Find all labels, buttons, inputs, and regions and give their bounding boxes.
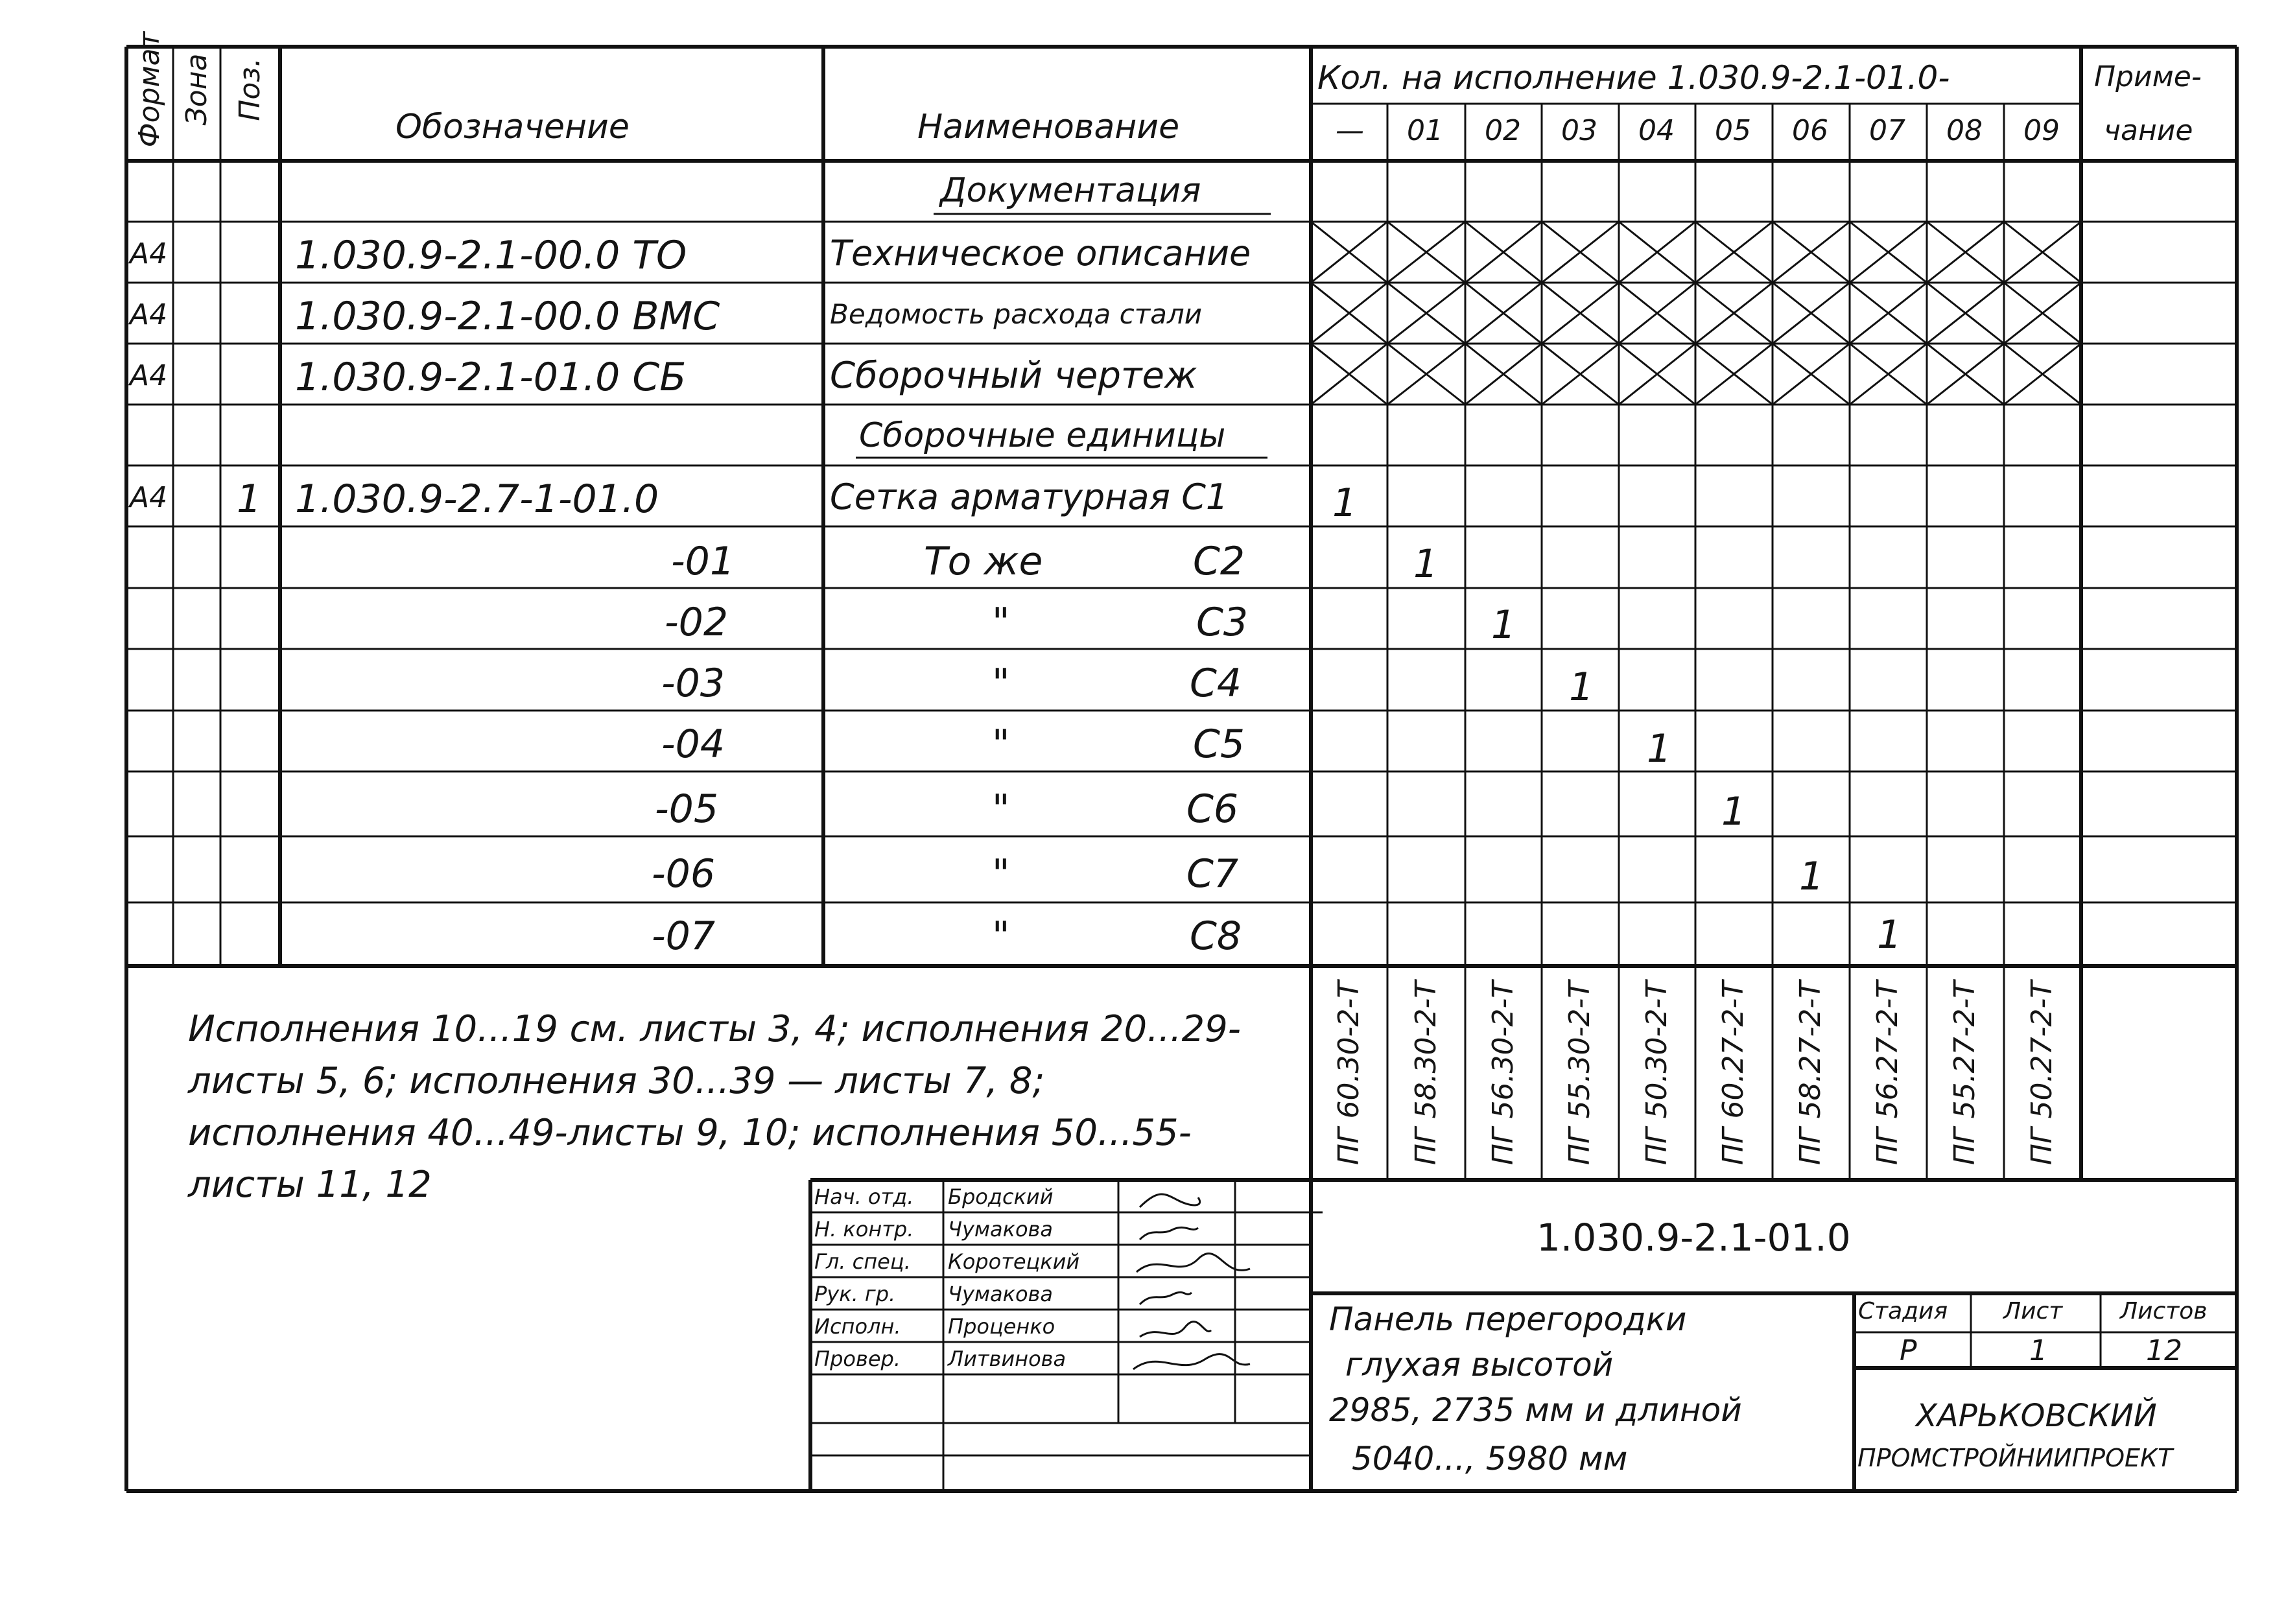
panel-mark: ПГ 58.30-2-Т <box>1409 980 1443 1166</box>
row-format: А4 <box>130 237 168 270</box>
header-note-1: Приме- <box>2094 60 2202 93</box>
row-designation: -03 <box>661 661 725 706</box>
header-format: Формат <box>133 31 166 148</box>
stage-value: Р <box>1900 1334 1917 1367</box>
qty-col-0: — <box>1336 114 1364 147</box>
row-mark: С4 <box>1190 661 1242 706</box>
row-name: " <box>992 661 1010 706</box>
sig-name: Литвинова <box>948 1347 1066 1371</box>
title-line: Панель перегородки <box>1329 1300 1687 1338</box>
row-mark: С6 <box>1186 786 1239 832</box>
panel-mark: ПГ 50.30-2-Т <box>1640 980 1673 1166</box>
row-mark: С8 <box>1190 913 1242 959</box>
row-pos: 1 <box>237 477 262 522</box>
qty-col-9: 09 <box>2023 114 2060 147</box>
row-designation: -01 <box>671 539 735 584</box>
row-designation: -07 <box>652 913 715 959</box>
row-mark: С2 <box>1193 539 1245 584</box>
row-format: А4 <box>130 359 168 392</box>
note-line: листы 5, 6; исполнения 30...39 — листы 7, 8; <box>188 1060 1045 1102</box>
row-format: А4 <box>130 298 168 331</box>
row-name: Ведомость расхода стали <box>830 298 1203 330</box>
panel-mark: ПГ 58.27-2-Т <box>1794 980 1827 1166</box>
note-line: исполнения 40...49-листы 9, 10; исполнения 50...55- <box>188 1112 1192 1154</box>
row-format: А4 <box>130 481 168 514</box>
row-mark: С5 <box>1193 722 1245 767</box>
row-name: " <box>992 600 1010 645</box>
panel-mark: ПГ 50.27-2-Т <box>2025 980 2058 1166</box>
sheets-label: Листов <box>2120 1298 2208 1324</box>
title-line: 2985, 2735 мм и длиной <box>1329 1391 1742 1429</box>
sheet-value: 1 <box>2029 1334 2047 1367</box>
sig-role: Н. контр. <box>814 1217 914 1242</box>
sig-role: Рук. гр. <box>814 1282 896 1306</box>
qty-cell: 1 <box>1491 602 1516 648</box>
sheet-label: Лист <box>2003 1298 2063 1324</box>
row-designation: -02 <box>665 600 728 645</box>
row-mark: С3 <box>1196 600 1249 645</box>
section-title: Документация <box>940 171 1201 210</box>
qty-col-8: 08 <box>1946 114 1983 147</box>
row-name: " <box>992 913 1010 959</box>
qty-col-3: 03 <box>1561 114 1597 147</box>
row-name: Сетка арматурная С1 <box>830 477 1229 517</box>
panel-mark: ПГ 56.30-2-Т <box>1487 980 1520 1166</box>
qty-col-5: 05 <box>1715 114 1751 147</box>
panel-mark: ПГ 56.27-2-Т <box>1871 980 1904 1166</box>
header-note-2: чание <box>2104 114 2193 147</box>
signature-scribbles <box>1120 1181 1289 1376</box>
panel-mark: ПГ 55.30-2-Т <box>1563 980 1596 1166</box>
sig-role: Провер. <box>814 1347 901 1371</box>
sig-name: Проценко <box>948 1314 1055 1339</box>
row-name: " <box>992 786 1010 832</box>
qty-cell: 1 <box>1332 480 1358 526</box>
row-designation: -06 <box>652 851 715 897</box>
row-designation: -04 <box>661 722 725 767</box>
qty-col-1: 01 <box>1407 114 1443 147</box>
header-qty-title: Кол. на исполнение 1.030.9-2.1-01.0- <box>1317 59 1950 97</box>
row-designation: 1.030.9-2.1-00.0 ВМС <box>295 294 720 339</box>
row-name: " <box>992 722 1010 767</box>
row-designation: 1.030.9-2.1-00.0 ТО <box>295 233 687 278</box>
row-designation: -05 <box>655 786 718 832</box>
qty-cell: 1 <box>1647 726 1672 771</box>
sig-role: Гл. спец. <box>814 1249 911 1274</box>
row-name: То же <box>924 539 1043 584</box>
note-line: листы 11, 12 <box>188 1164 432 1206</box>
panel-mark: ПГ 55.27-2-Т <box>1948 980 1981 1166</box>
qty-cell: 1 <box>1721 789 1747 834</box>
panel-mark: ПГ 60.27-2-Т <box>1717 980 1750 1166</box>
note-line: Исполнения 10...19 см. листы 3, 4; исполнения 20...29- <box>188 1008 1241 1050</box>
title-line: 5040..., 5980 мм <box>1352 1440 1628 1477</box>
row-mark: С7 <box>1186 851 1239 897</box>
sig-name: Коротецкий <box>948 1249 1080 1274</box>
qty-cell: 1 <box>1877 912 1902 958</box>
header-pos: Поз. <box>233 58 266 121</box>
panel-mark: ПГ 60.30-2-Т <box>1332 980 1365 1166</box>
row-designation: 1.030.9-2.7-1-01.0 <box>295 477 659 522</box>
qty-cell: 1 <box>1413 541 1439 587</box>
row-designation: 1.030.9-2.1-01.0 СБ <box>295 355 687 400</box>
sheets-value: 12 <box>2146 1334 2182 1367</box>
sig-role: Нач. отд. <box>814 1184 914 1209</box>
header-name: Наименование <box>917 108 1180 147</box>
section-title: Сборочные единицы <box>859 416 1226 455</box>
sig-name: Бродский <box>948 1184 1054 1209</box>
row-name: Техническое описание <box>830 233 1251 274</box>
qty-col-6: 06 <box>1792 114 1828 147</box>
qty-col-2: 02 <box>1485 114 1521 147</box>
doc-number: 1.030.9-2.1-01.0 <box>1537 1216 1851 1260</box>
row-name: " <box>992 851 1010 897</box>
header-zone: Зона <box>180 53 213 126</box>
header-designation: Обозначение <box>395 108 630 147</box>
org-name-2: ПРОМСТРОЙНИИПРОЕКТ <box>1857 1444 2173 1472</box>
qty-col-4: 04 <box>1638 114 1675 147</box>
sig-role: Исполн. <box>814 1314 901 1339</box>
stage-label: Стадия <box>1858 1298 1948 1324</box>
qty-col-7: 07 <box>1869 114 1905 147</box>
title-line: глухая высотой <box>1345 1346 1614 1383</box>
qty-cell: 1 <box>1799 854 1824 899</box>
sig-name: Чумакова <box>948 1282 1053 1306</box>
sig-name: Чумакова <box>948 1217 1053 1242</box>
row-name: Сборочный чертеж <box>830 355 1197 397</box>
qty-cell: 1 <box>1569 665 1594 710</box>
org-name-1: ХАРЬКОВСКИЙ <box>1916 1398 2157 1434</box>
